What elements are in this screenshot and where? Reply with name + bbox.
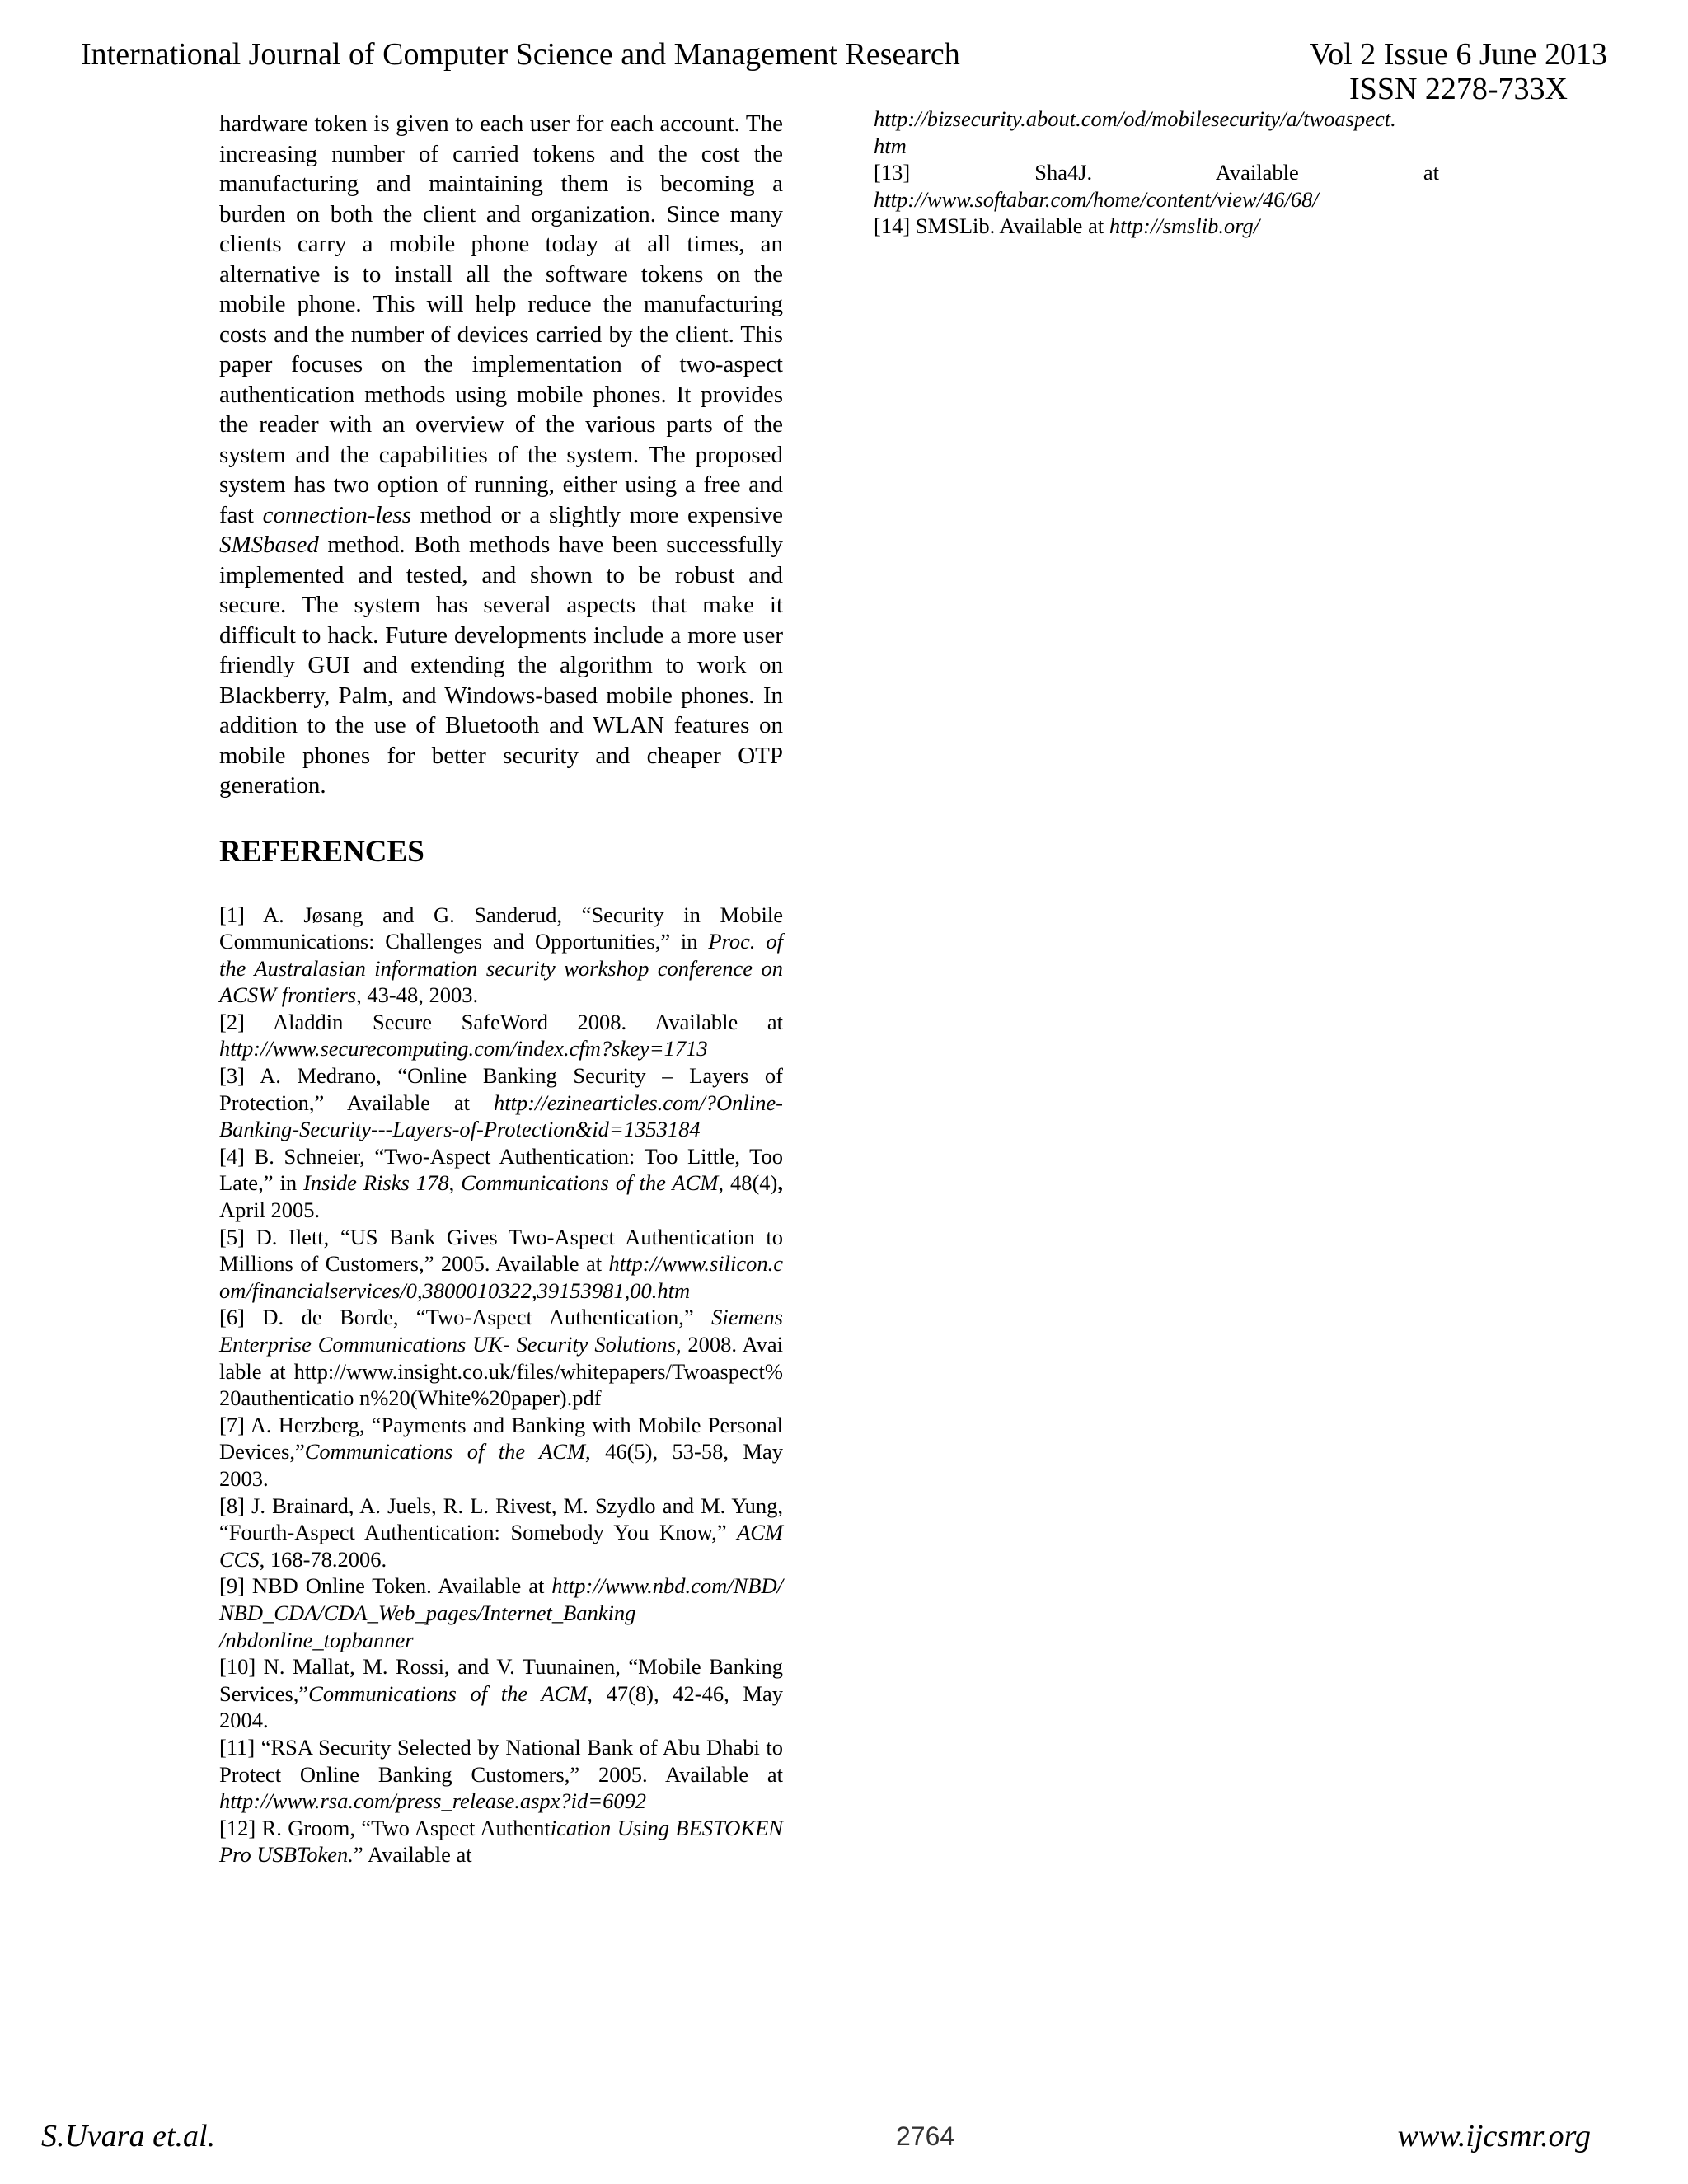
ref-url[interactable]: http://www.silicon.com/financialservices/0,3800010322,39153981,00.htm (219, 1251, 783, 1303)
ref-url[interactable]: http://www.securecomputing.com/index.cfm?skey=1713 (219, 1036, 708, 1062)
reference-14 (874, 213, 1439, 240)
page-number: 2764 (896, 2121, 955, 2151)
ref-text: [14] SMSLib. Available at (874, 213, 1109, 239)
ref-venue: Inside Risks 178 (303, 1170, 449, 1196)
ref-text: , 43-48, 2003. (356, 982, 479, 1008)
reference-2 (219, 1009, 783, 1062)
reference-10 (219, 1653, 783, 1734)
connection-less-term: connection-less (262, 501, 411, 528)
ref-text: [2] Aladdin Secure SafeWord 2008. Available at (219, 1009, 783, 1034)
ref-text: , (448, 1170, 462, 1196)
footer-author: S.Uvara et.al. (41, 2119, 216, 2154)
ref-venue: Siemens Enterprise Communications UK- Security Solutions (219, 1305, 783, 1357)
ref-text: 46(5), 53-58, May 2003. (219, 1439, 783, 1491)
ref-venue: Communications of the ACM, (304, 1439, 591, 1465)
ref-text: [3] A. Medrano, “Online Banking Security – Layers of Protection,” Available at (219, 1063, 783, 1115)
paragraph-text: hardware token is given to each user for each account. The increasing number of carried tokens and the cost the manufacturing and maintaining them is becoming a burden on both the client and organization. Since many clients carry a mobile phone today at all times, an alternative is to install all the software tokens on the mobile phone. This will help reduce the manufacturing costs and the number of devices carried by the client. This paper focuses on the implementation of two-aspect authentication methods using mobile phones. It provides the reader with an overview of the various parts of the system and the capabilities of the system. The proposed system has two option of running, either using a free and fast (219, 110, 783, 528)
ref-url[interactable]: http://www.rsa.com/press_release.aspx?id=6092 (219, 1788, 647, 1814)
ref-text: [1] A. Jøsang and G. Sanderud, “Security in Mobile Communications: Challenges and Opportunities,” in (219, 902, 783, 954)
references-heading: REFERENCES (219, 834, 424, 869)
journal-title: International Journal of Computer Science and Management Research (81, 37, 960, 72)
reference-12 (219, 1815, 783, 1868)
ref-text: [12] R. Groom, “Two Aspect Authent (219, 1815, 551, 1840)
ref-text: [8] J. Brainard, A. Juels, R. L. Rivest, M. Szydlo and M. Yung, “Fourth-Aspect Authentication: Somebody You Know,” (219, 1493, 783, 1545)
ref-text: [7] A. Herzberg, “Payments and Banking with Mobile Personal Devices,” (219, 1412, 783, 1465)
paragraph-text: method or a slightly more expensive (411, 501, 783, 528)
ref-url[interactable]: /nbdonline_topbanner (219, 1627, 414, 1652)
smsbased-term: SMSbased (219, 532, 319, 558)
ref-text: ” Available at (353, 1842, 472, 1868)
paragraph-text: method. Both methods have been successfully implemented and tested, and shown to be robust and secure. The system has several aspects that make it difficult to hack. Future developments include a more user friendly GUI and extending the algorithm to work on Blackberry, Palm, and Windows-based mobile phones. In addition to the use of Bluetooth and WLAN features on mobile phones for better security and cheaper OTP generation. (219, 532, 783, 799)
ref-text: , (777, 1170, 784, 1196)
ref-url[interactable]: http://smslib.org/ (1109, 213, 1260, 239)
ref-text: 47(8), 42-46, May 2004. (219, 1680, 783, 1733)
ref-text: , 2008. Available at http://www.insight.co.uk/files/whitepapers/Twoaspect%20authenticatio n%20(White%20paper).pdf (219, 1332, 783, 1411)
issn: ISSN 2278-733X (1349, 72, 1568, 106)
page-footer (41, 2118, 1591, 2159)
reference-13 (874, 159, 1439, 213)
ref-text: , 168-78.2006. (259, 1546, 387, 1572)
reference-9 (219, 1572, 783, 1653)
page-header (81, 36, 1607, 110)
ref-text: [6] D. de Borde, “Two-Aspect Authentication,” (219, 1305, 712, 1330)
ref-url[interactable]: http://ezinearticles.com/?Online-Banking-Security---Layers-of-Protection&id=1353184 (219, 1090, 783, 1142)
ref-url[interactable]: htm (874, 133, 907, 158)
ref-text: April 2005. (219, 1197, 321, 1223)
references-list-continued (874, 105, 1439, 240)
right-column (874, 106, 1439, 240)
ref-url[interactable]: http://www.nbd.com/NBD/NBD_CDA/CDA_Web_pages/Internet_Banking (219, 1573, 783, 1625)
ref-text: [9] NBD Online Token. Available at (219, 1573, 552, 1599)
ref-text: [11] “RSA Security Selected by National Bank of Abu Dhabi to Protect Online Banking Customers,” 2005. Available at (219, 1734, 783, 1787)
ref-venue: Communications of the ACM (461, 1170, 719, 1196)
reference-8 (219, 1493, 783, 1573)
conclusion-paragraph (219, 109, 783, 801)
reference-4 (219, 1143, 783, 1224)
ref-text: [13] Sha4J. Available at (874, 160, 1439, 185)
volume-issue: Vol 2 Issue 6 June 2013 (1309, 37, 1607, 72)
ref-venue: Communications of the ACM, (308, 1680, 593, 1706)
left-column (219, 109, 783, 1868)
ref-text: [5] D. Ilett, “US Bank Gives Two-Aspect Authentication to Millions of Customers,” 2005. Available at (219, 1224, 783, 1277)
reference-12-url (874, 105, 1439, 159)
ref-text: , 48(4) (718, 1170, 778, 1196)
references-list (219, 902, 783, 1868)
ref-venue: ication Using BESTOKEN Pro USBToken. (219, 1815, 783, 1868)
reference-3 (219, 1062, 783, 1143)
ref-url[interactable]: http://www.softabar.com/home/content/view/46/68/ (874, 186, 1319, 212)
reference-7 (219, 1412, 783, 1493)
ref-text: [10] N. Mallat, M. Rossi, and V. Tuunainen, “Mobile Banking Services,” (219, 1654, 783, 1706)
reference-11 (219, 1734, 783, 1815)
reference-1 (219, 902, 783, 1009)
reference-6 (219, 1304, 783, 1411)
reference-5 (219, 1224, 783, 1305)
ref-venue: Proc. of the Australasian information security workshop conference on ACSW frontiers (219, 929, 783, 1008)
ref-venue: ACM CCS (219, 1520, 783, 1572)
footer-website[interactable]: www.ijcsmr.org (1397, 2119, 1591, 2154)
ref-url[interactable]: http://bizsecurity.about.com/od/mobilesecurity/a/twoaspect. (874, 106, 1396, 131)
ref-text: [4] B. Schneier, “Two-Aspect Authentication: Too Little, Too Late,” in (219, 1143, 783, 1196)
